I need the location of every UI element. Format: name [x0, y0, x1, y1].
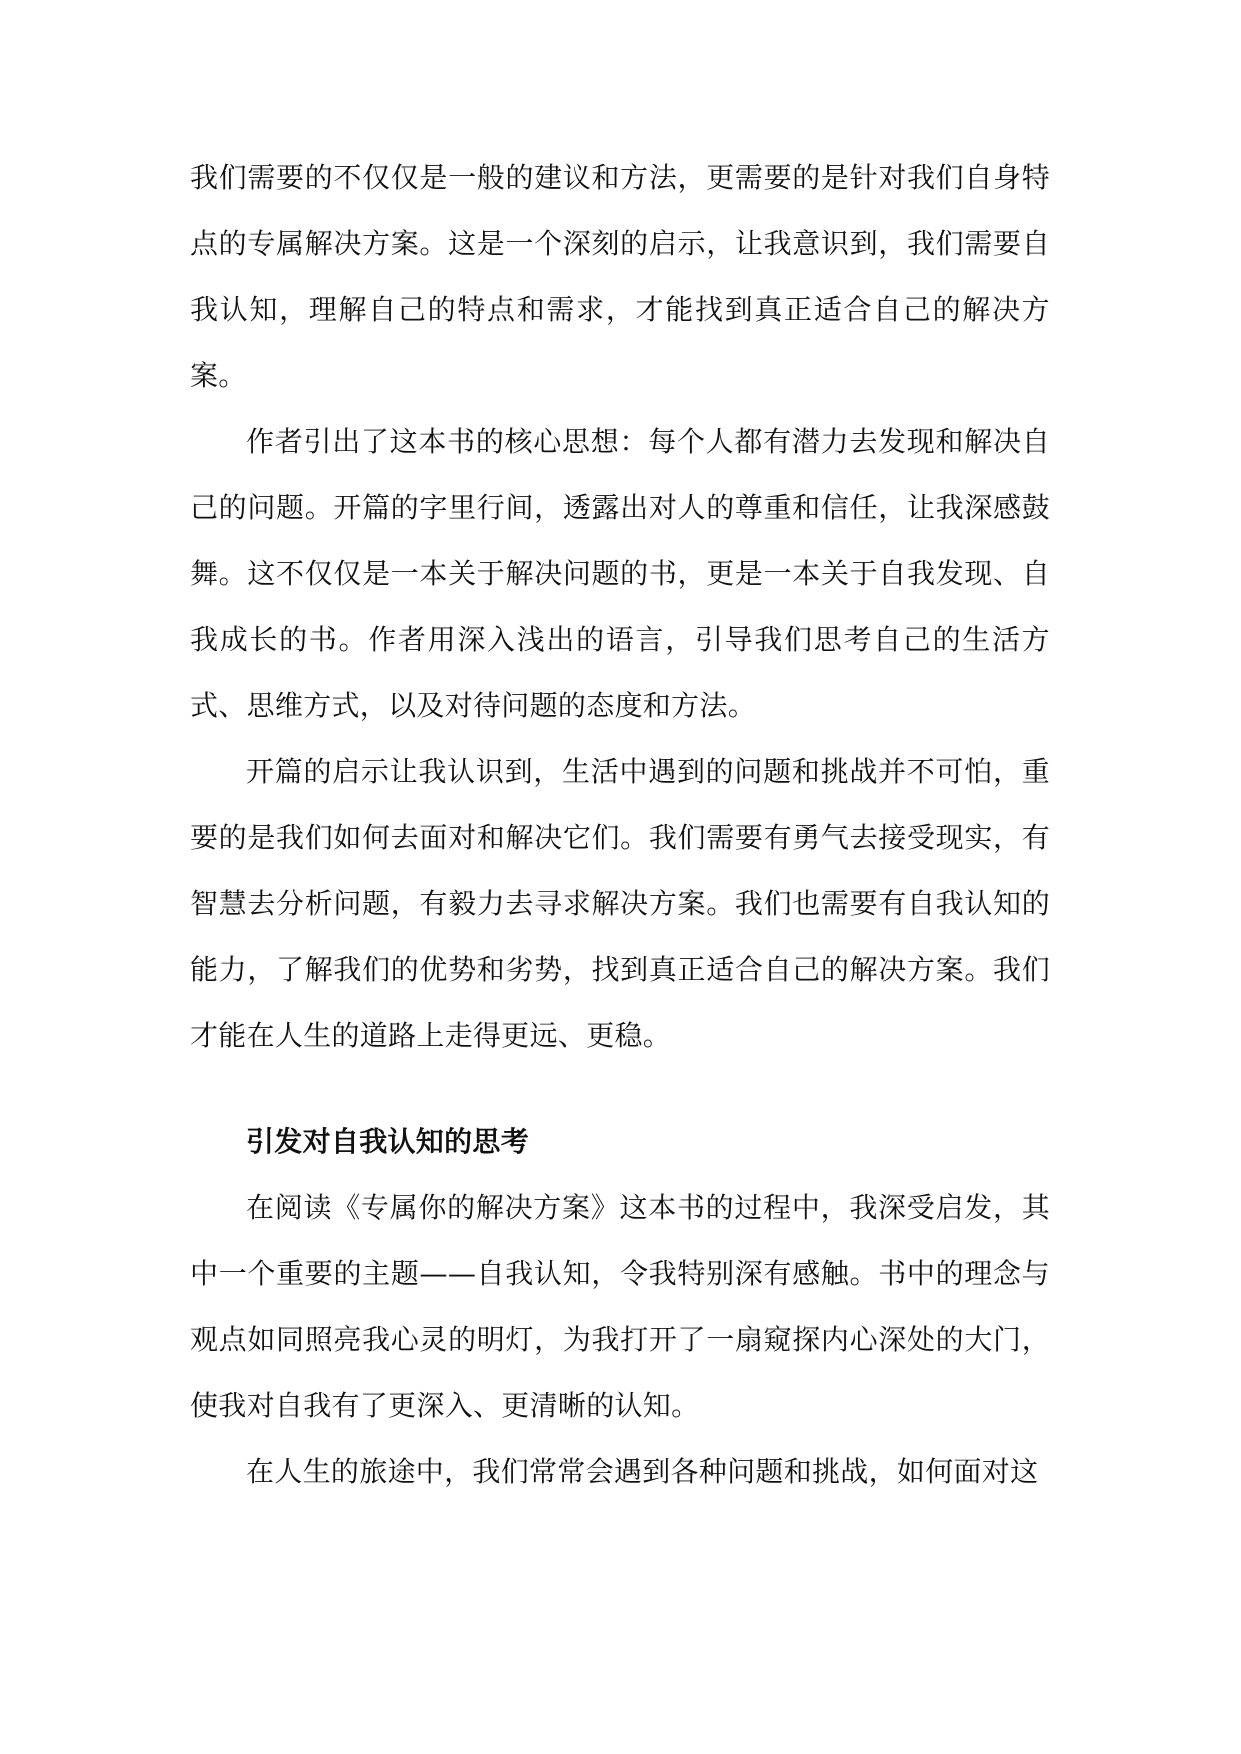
paragraph-2: 作者引出了这本书的核心思想：每个人都有潜力去发现和解决自己的问题。开篇的字里行间，透露出对人的尊重和信任，让我深感鼓舞。这不仅仅是一本关于解决问题的书，更是一本关于自我发现、自我成长的书。作者用深入浅出的语言，引导我们思考自己的生活方式、思维方式，以及对待问题的态度和方法。 — [190, 425, 1050, 722]
section-heading: 引发对自我认知的思考 — [246, 1125, 530, 1158]
paragraph-1: 我们需要的不仅仅是一般的建议和方法，更需要的是针对我们自身特点的专属解决方案。这是一个深刻的启示，让我意识到，我们需要自我认知，理解自己的特点和需求，才能找到真正适合自己的解决方案。 — [190, 161, 1050, 392]
page-content — [190, 145, 1050, 1505]
paragraph-4: 在阅读《专属你的解决方案》这本书的过程中，我深受启发，其中一个重要的主题——自我认知，令我特别深有感触。书中的理念与观点如同照亮我心灵的明灯，为我打开了一扇窥探内心深处的大门，使我对自我有了更深入、更清晰的认知。 — [190, 1191, 1050, 1422]
paragraph-3: 开篇的启示让我认识到，生活中遇到的问题和挑战并不可怕，重要的是我们如何去面对和解决它们。我们需要有勇气去接受现实，有智慧去分析问题，有毅力去寻求解决方案。我们也需要有自我认知的能力，了解我们的优势和劣势，找到真正适合自己的解决方案。我们才能在人生的道路上走得更远、更稳。 — [190, 755, 1050, 1052]
paragraph-5: 在人生的旅途中，我们常常会遇到各种问题和挑战，如何面对这 — [246, 1455, 1039, 1488]
